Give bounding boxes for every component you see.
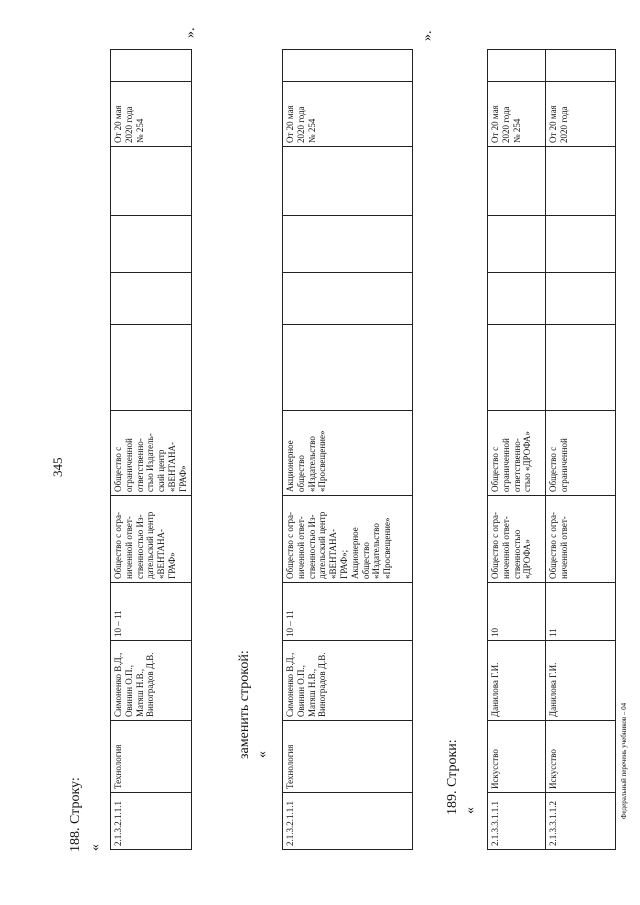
cell-publisher-full: Акционерное общество «Издательство «Просвещение» <box>283 411 413 496</box>
cell-code: 2.1.3.3.1.1.2 <box>546 793 616 850</box>
heading-replace: заменить строкой: <box>237 650 252 759</box>
quote-close-188: ». <box>183 27 198 38</box>
cell-publisher-full: Общество с ограниченной ответственно- стью Издатель- ский центр «ВЕНТАНА- ГРАФ» <box>111 411 192 496</box>
table-188 <box>110 49 192 850</box>
cell-empty <box>111 50 192 82</box>
cell-empty <box>111 216 192 273</box>
cell-order: От 20 мая 2020 года № 254 <box>111 82 192 147</box>
cell-authors: Данилова Г.И. <box>546 641 616 721</box>
cell-empty <box>546 216 616 273</box>
cell-empty <box>283 50 413 82</box>
quote-open-188: « <box>88 844 103 851</box>
cell-publisher-full: Общество с ограниченной ответственно- стью «ДРОФА» <box>488 411 546 496</box>
cell-empty <box>111 325 192 411</box>
cell-authors: Симоненко В.Д., Овинин О.П., Матяш Н.В., Виноградов Д.В. <box>111 641 192 721</box>
cell-empty <box>546 273 616 325</box>
cell-code: 2.1.3.2.1.1.1 <box>283 793 413 850</box>
cell-order: От 20 мая 2020 года № 254 <box>283 82 413 147</box>
table-row <box>111 50 192 850</box>
cell-order: От 20 мая 2020 года <box>546 82 616 147</box>
quote-close-replace: ». <box>420 30 435 41</box>
cell-publisher-full: Общество с ограниченной <box>546 411 616 496</box>
quote-open-189: « <box>463 807 478 814</box>
cell-grade: 10 – 11 <box>111 583 192 641</box>
cell-empty <box>546 50 616 82</box>
cell-empty <box>283 325 413 411</box>
cell-publisher: Общество с огра- ниченной ответ- ственностью «ДРОФА» <box>488 496 546 583</box>
cell-empty <box>488 147 546 216</box>
footer-text: Федеральный перечень учебников – 04 <box>620 702 628 819</box>
table-replace <box>282 49 413 850</box>
cell-empty <box>111 147 192 216</box>
cell-empty <box>488 273 546 325</box>
heading-188: 188. Строку: <box>68 777 83 852</box>
cell-subject: Искусство <box>546 721 616 793</box>
quote-open-replace: « <box>255 751 270 758</box>
cell-empty <box>283 273 413 325</box>
cell-empty <box>488 50 546 82</box>
cell-grade: 11 <box>546 583 616 641</box>
cell-empty <box>283 216 413 273</box>
page-number: 345 <box>50 457 65 477</box>
heading-189: 189. Строки: <box>445 739 460 815</box>
cell-code: 2.1.3.3.1.1.1 <box>488 793 546 850</box>
cell-grade: 10 <box>488 583 546 641</box>
cell-empty <box>546 325 616 411</box>
cell-empty <box>488 325 546 411</box>
cell-empty <box>546 147 616 216</box>
cell-empty <box>488 216 546 273</box>
table-row <box>488 50 546 850</box>
cell-order: От 20 мая 2020 года № 254 <box>488 82 546 147</box>
cell-grade: 10 – 11 <box>283 583 413 641</box>
cell-code: 2.1.3.2.1.1.1 <box>111 793 192 850</box>
cell-empty <box>283 147 413 216</box>
table-row <box>283 50 413 850</box>
cell-subject: Технология <box>111 721 192 793</box>
cell-publisher: Общество с огра- ниченной ответ- ственностью Из- дательский центр «ВЕНТАНА- ГРАФ»; Акционерное общество «Издательство «Просвещение» <box>283 496 413 583</box>
cell-authors: Симоненко В.Д., Овинин О.П., Матяш Н.В., Виноградов Д.В. <box>283 641 413 721</box>
cell-publisher: Общество с огра- ниченной ответ- <box>546 496 616 583</box>
cell-empty <box>111 273 192 325</box>
table-row <box>546 50 616 850</box>
table-189 <box>487 49 616 850</box>
cell-subject: Технология <box>283 721 413 793</box>
cell-publisher: Общество с огра- ниченной ответ- ственностью Из- дательский центр «ВЕНТАНА- ГРАФ» <box>111 496 192 583</box>
cell-subject: Искусство <box>488 721 546 793</box>
cell-authors: Данилова Г.И. <box>488 641 546 721</box>
